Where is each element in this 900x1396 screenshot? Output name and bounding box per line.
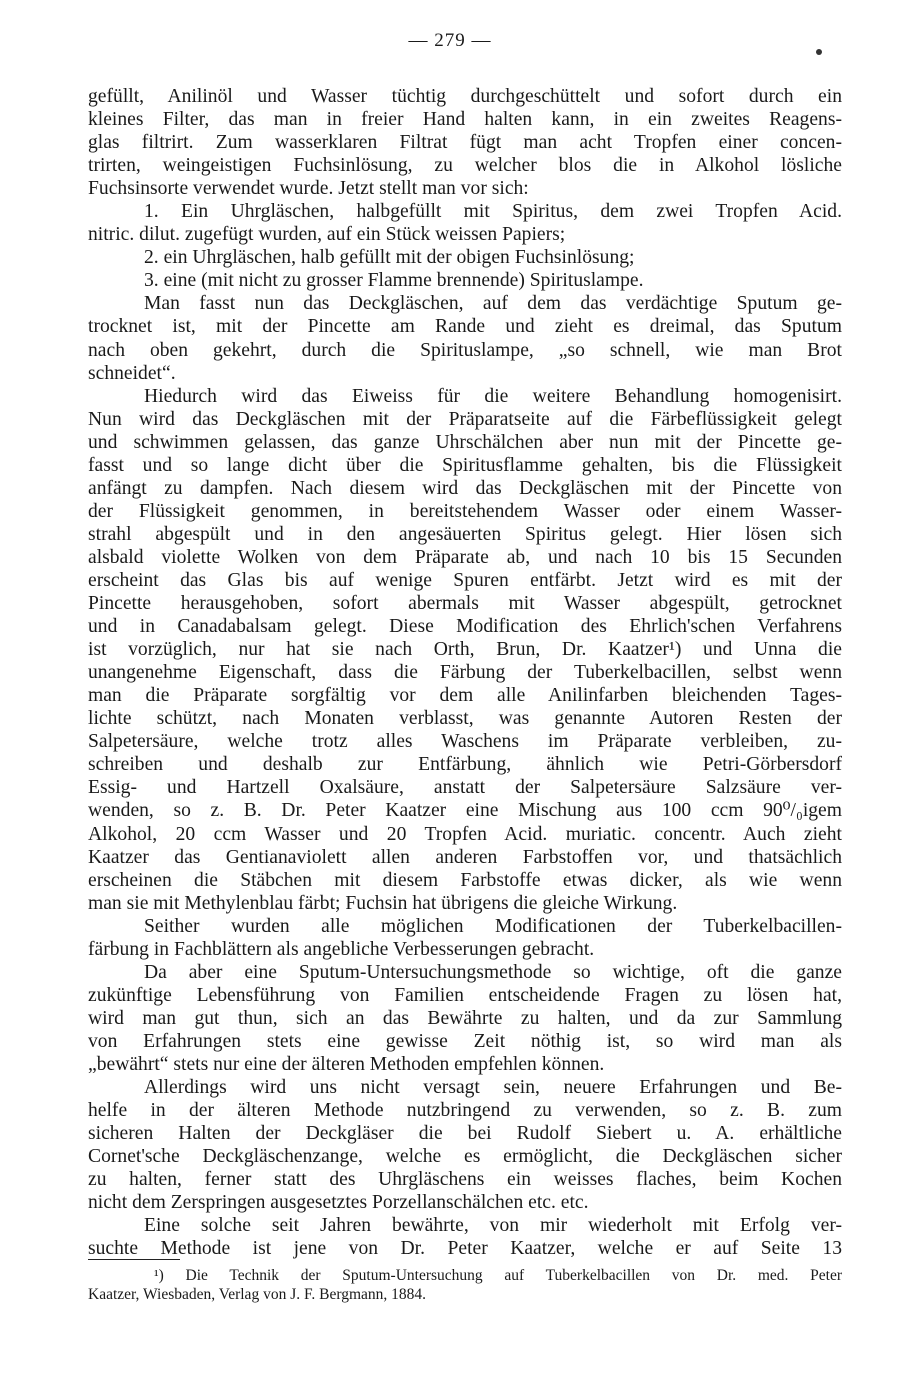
text-line: nicht dem Zerspringen ausgesetztes Porzellanschälchen etc. etc.	[88, 1192, 589, 1214]
text-line: strahl abgespült und in den angesäuerten Spiritus gelegt. Hier lösen sich	[88, 523, 842, 545]
text-line: Da aber eine Sputum-Untersuchungsmethode so wichtige, oft die ganze	[144, 961, 842, 983]
page-number: — 279 —	[408, 30, 492, 51]
text-line: wenden, so z. B. Dr. Peter Kaatzer eine Mischung aus 100 ccm 90⁰/₀igem	[88, 800, 842, 822]
text-line: glas filtrirt. Zum wasserklaren Filtrat fügt man acht Tropfen einer concen-	[88, 132, 842, 154]
text-line: Pincette herausgehoben, sofort abermals mit Wasser abgespült, getrocknet	[88, 593, 842, 615]
list-item-2: 2. ein Uhrgläschen, halb gefüllt mit der obigen Fuchsinlösung;	[144, 247, 635, 269]
text-line: Salpetersäure, welche trotz alles Waschens im Präparate verbleiben, zu-	[88, 731, 842, 753]
text-line: „bewährt“ stets nur eine der älteren Methoden empfehlen können.	[88, 1053, 605, 1075]
text-line: suchte Methode ist jene von Dr. Peter Kaatzer, welche er auf Seite 13	[88, 1238, 842, 1260]
text-line: Alkohol, 20 ccm Wasser und 20 Tropfen Acid. muriatic. concentr. Auch zieht	[88, 823, 842, 845]
text-line: lichte schützt, nach Monaten verblasst, was genannte Autoren Resten der	[88, 708, 842, 730]
text-line: färbung in Fachblättern als angebliche Verbesserungen gebracht.	[88, 938, 595, 960]
list-item-1: 1. Ein Uhrgläschen, halbgefüllt mit Spiritus, dem zwei Tropfen Acid.	[144, 201, 842, 223]
text-line: trocknet ist, mit der Pincette am Rande und zieht es dreimal, das Sputum	[88, 316, 842, 338]
text-line: man sie mit Methylenblau färbt; Fuchsin hat übrigens die gleiche Wirkung.	[88, 892, 678, 914]
text-line: helfe in der älteren Methode nutzbringend zu verwenden, so z. B. zum	[88, 1100, 842, 1122]
text-line: Kaatzer das Gentianaviolett allen anderen Farbstoffen vor, und thatsächlich	[88, 846, 842, 868]
text-line: zukünftige Lebensführung von Familien entscheidende Fragen zu lösen hat,	[88, 984, 842, 1006]
text-line: schneidet“.	[88, 362, 176, 384]
text-line: fasst und so lange dicht über die Spiritusflamme gehalten, bis die Flüssigkeit	[88, 454, 842, 476]
body-text	[88, 85, 842, 1260]
print-speck	[816, 49, 822, 55]
text-line: zu halten, ferner statt des Uhrgläschens ein weisses flaches, beim Kochen	[88, 1169, 842, 1191]
text-line: Essig- und Hartzell Oxalsäure, anstatt der Salpetersäure Salzsäure ver-	[88, 777, 842, 799]
footnote-divider	[88, 1259, 180, 1260]
text-line: nach oben gekehrt, durch die Spirituslampe, „so schnell, wie man Brot	[88, 339, 842, 361]
text-line: Cornet'sche Deckgläschenzange, welche es ermöglicht, die Deckgläschen sicher	[88, 1146, 842, 1168]
text-line: der Flüssigkeit genommen, in bereitstehendem Wasser oder einem Wasser-	[88, 500, 842, 522]
text-line: ist vorzüglich, nur hat sie nach Orth, Brun, Dr. Kaatzer¹) und Unna die	[88, 639, 842, 661]
text-line: anfängt zu dampfen. Nach diesem wird das Deckgläschen mit der Pincette von	[88, 477, 842, 499]
text-line: erscheint das Glas bis auf wenige Spuren entfärbt. Jetzt wird es mit der	[88, 569, 842, 591]
text-line: trirten, weingeistigen Fuchsinlösung, zu welcher blos die in Alkohol lösliche	[88, 155, 842, 177]
text-line: wird man gut thun, sich an das Bewährte zu halten, und da zur Sammlung	[88, 1007, 842, 1029]
text-line: Man fasst nun das Deckgläschen, auf dem das verdächtige Sputum ge-	[144, 293, 842, 315]
text-line: und schwimmen gelassen, das ganze Uhrschälchen aber nun mit der Pincette ge-	[88, 431, 842, 453]
list-item-3: 3. eine (mit nicht zu grosser Flamme brennende) Spirituslampe.	[144, 270, 644, 292]
text-line: gefüllt, Anilinöl und Wasser tüchtig durchgeschüttelt und sofort durch ein	[88, 86, 842, 107]
text-line: schreiben und deshalb zur Entfärbung, ähnlich wie Petri-Görbersdorf	[88, 754, 842, 776]
text-line: Eine solche seit Jahren bewährte, von mir wiederholt mit Erfolg ver-	[144, 1215, 842, 1237]
text-line: Hiedurch wird das Eiweiss für die weitere Behandlung homogenisirt.	[144, 385, 842, 407]
text-line: unangenehme Eigenschaft, dass die Färbung der Tuberkelbacillen, selbst wenn	[88, 662, 842, 684]
text-line: sicheren Halten der Deckgläser die bei Rudolf Siebert u. A. erhältliche	[88, 1123, 842, 1145]
text-line: man die Präparate sorgfältig vor dem alle Anilinfarben bleichenden Tages-	[88, 685, 842, 707]
text-line: Allerdings wird uns nicht versagt sein, neuere Erfahrungen und Be-	[144, 1077, 842, 1099]
footnote	[88, 1266, 842, 1304]
footnote-line: ¹) Die Technik der Sputum-Untersuchung auf Tuberkelbacillen von Dr. med. Peter	[154, 1267, 842, 1284]
text-line: Fuchsinsorte verwendet wurde. Jetzt stellt man vor sich:	[88, 178, 529, 200]
text-line: kleines Filter, das man in freier Hand halten kann, in ein zweites Reagens-	[88, 109, 842, 131]
text-line: von Erfahrungen stets eine gewisse Zeit nöthig ist, so wird man als	[88, 1030, 842, 1052]
text-line: Nun wird das Deckgläschen mit der Präparatseite auf die Färbeflüssigkeit gelegt	[88, 408, 842, 430]
footnote-line: Kaatzer, Wiesbaden, Verlag von J. F. Bergmann, 1884.	[88, 1286, 427, 1303]
text-line: Seither wurden alle möglichen Modificationen der Tuberkelbacillen-	[144, 915, 842, 937]
text-line: nitric. dilut. zugefügt wurden, auf ein Stück weissen Papiers;	[88, 224, 566, 246]
text-line: erscheinen die Stäbchen mit diesem Farbstoffe etwas dicker, als wie wenn	[88, 869, 842, 891]
text-line: alsbald violette Wolken von dem Präparate ab, und nach 10 bis 15 Secunden	[88, 546, 842, 568]
text-line: und in Canadabalsam gelegt. Diese Modification des Ehrlich'schen Verfahrens	[88, 616, 842, 638]
